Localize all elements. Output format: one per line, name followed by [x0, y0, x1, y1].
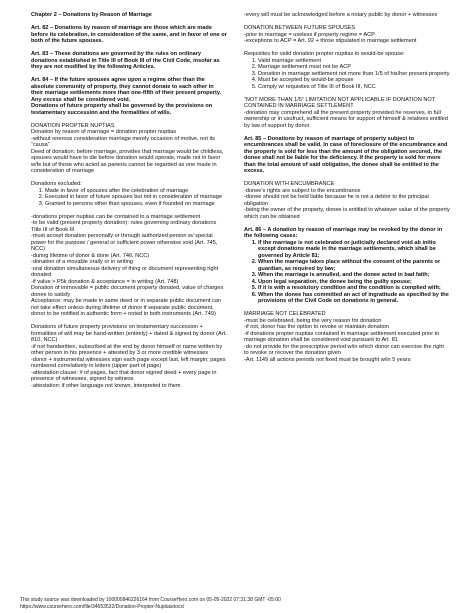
revocation-item: 4. Upon legal separation, the donee being the guilty spouse;: [258, 279, 450, 286]
rule-line: -if value > P5k donation & acceptance = in writing (Art. 748): [31, 278, 179, 285]
left-column: [31, 12, 227, 396]
dpn-line: Donation by reason of marriage = donation propter nuptias: [31, 129, 177, 135]
encumbrance-notes: [244, 188, 450, 221]
section-heading-dpn: DONATION PROPTER NUPTIAS: [31, 122, 115, 129]
rule-line: -donations proper nuptias can be contained in a marriage settlement: [31, 213, 201, 220]
download-notice: This study source was downloaded by 100000846226164 from CourseHero.com on 05-05-2022 07:31:38 GMT -05:00: [20, 597, 281, 603]
notary-line: -every will must be acknowledged before a notary public by donor + witnesses: [244, 12, 438, 18]
not-celebrated-line: -Art. 1149 all actions periods not fixed must be brought w/in 5 years: [244, 356, 411, 363]
requisites-list: [244, 58, 450, 91]
article-85: Art. 85 – Donations by reason of marriage of property subject to encumbrances shall be valid. In case of foreclosure of the encumbrance and the property is sold for less than the amount of the obligation secured, the donee shall not be liable for the deficiency. If the property is sold for more than the total amount of said obligation, the donee shall be entitled to the excess.: [244, 135, 448, 174]
validity-rules: [31, 214, 227, 318]
between-line: -prior to marriage = useless if property regime = ACP: [244, 31, 375, 38]
rule-line: Donation of immovable = public document property donated, value of charges donee to satisfy: [31, 285, 224, 298]
revocation-item: 6. When the donee has committed an act of ingratitude as specified by the provisions of the Civil Code on donations in general.: [258, 292, 450, 305]
article-82: Art. 82 – Donations by reason of marriage are those which are made before its celebration, in consideration of the same, and in favor of one or both of the future spouses.: [31, 25, 227, 44]
excluded-item: 1. Made in favor of spouses after the celebration of marriage: [45, 188, 227, 195]
not-celebrated-line: -if donations propter nuptias contained in marriage settlement executed prior to marriage donation shall be considered void pursuant to Art. 81: [244, 330, 440, 343]
future-line: -donor + instrumental witnesses sign each page except last, left margin; pages numbered correlatively in letters (upper part of page): [31, 356, 226, 369]
future-line: Donations of future property provisions on testamentary succession + formalities of will may be hand-written (entirely) + dated & signed by donor (Art. 810, NCC): [31, 324, 227, 343]
excluded-item: 3. Granted to persons other than spouses, even if founded on marriage: [45, 201, 227, 208]
not-celebrated-line: -if not, donor has the option to revoke or maintain donation: [244, 324, 389, 330]
chapter-title: Chapter 2 – Donations by Reason of Marriage: [31, 12, 152, 18]
requisite-item: 4. Must be accepted by would-be spouse: [258, 77, 450, 84]
right-column: [244, 12, 450, 363]
revocation-item: 5. If it is with a resolutory condition and the condition is complied with;: [258, 285, 450, 292]
not-celebrated-notes: [244, 318, 450, 364]
not-celebrated-heading: MARRIAGE NOT CELEBRATED: [244, 311, 326, 317]
future-line: -if not handwritten, subscribed at the end by donor himself or name written by other person in his presence + attested by 3 or more credible witnesses: [31, 343, 223, 356]
excluded-list: [31, 188, 227, 208]
article-83: Art. 83 – These donations are governed by the rules on ordinary donations established in Title III of Book III of the Civil Code, insofar as they are not modified by the following Articles.: [31, 51, 220, 70]
revocation-item: 1. If the marriage is not celebrated or judicially declared void ab initio except donations made in the marriage settlements, which shall be governed by Article 81;: [258, 240, 450, 260]
source-url[interactable]: https://www.coursehero.com/file/34653532/Donation-Propter-Nuptiasdocx/: [20, 604, 185, 610]
between-line: -exceptions to ACP = Art. 92 + those stipulated in marriage settlement: [244, 38, 417, 44]
article-86: Art. 86 – A donation by reason of marriage may be revoked by the donor in the following cases:: [244, 226, 443, 239]
dpn-line: Deed of donation: before marriage, provides that marriage would be childless, spouses would have to die before donation would operate, made not in favor w/fe but of those who acted as parents cannot be regarded as one made in consideration of marriage: [31, 148, 224, 174]
limitation-heading: “NOT MORE THAN 1/5” LIMITATION NOT APPLICABLE IF DONATION NOT CONTAINED IN MARRIAGE SETTLEMENT: [244, 96, 436, 109]
not-celebrated-line: -do not provide for the prescriptive period w/in which donor can exercise the right to revoke or recover the donation given: [244, 343, 444, 356]
between-spouses-heading: DONATION BETWEEN FUTURE SPOUSES: [244, 25, 356, 31]
encumbrance-heading: DONATION WITH ENCUMBRANCE: [244, 181, 335, 187]
requisite-item: 5. Comply w/ requisites of Title III of Book III, NCC: [258, 84, 450, 91]
rule-line: -donation of a movable orally or in writing: [31, 259, 133, 265]
rule-line: -oral donation simultaneous delivery of thing or document representing right donated: [31, 265, 219, 278]
dpn-line: -without onerous consideration marriage merely occasion of motive, not its “causa”: [31, 135, 216, 148]
requisites-heading: Requisites for valid donation propter nuptias to would-be spouse:: [244, 51, 405, 57]
revocation-list: [244, 240, 450, 305]
requisite-item: 1. Valid marriage settlement: [258, 58, 450, 65]
rule-line: Acceptance: may be made in same deed or in separate public document can not take effect unless during lifetime of donor if separate public document, donor to be notified in authentic form + noted in both instruments (Art. 749): [31, 298, 221, 317]
future-line: -attestation: if other language not known, interpreted to them: [31, 382, 181, 389]
future-property-notes: [31, 324, 227, 389]
article-84-future-property: Donations of future property shall be governed by the provisions on testamentary succession and the formalities of wills.: [31, 103, 213, 116]
encumbrance-line: -donee’s rights are subject to the encumbrance: [244, 187, 361, 194]
dpn-notes: [31, 129, 227, 175]
encumbrance-line: -being the owner of the property, donee is entitled to whatever value of the property which can be obtained: [244, 207, 450, 220]
between-spouses-notes: [244, 32, 450, 45]
requisite-item: 2. Marriage settlement must not be ACP: [258, 64, 450, 71]
future-line: -attestation clause: # of pages, fact that donor signed deed + every page in presence of witnesses, signed by witness: [31, 369, 217, 382]
revocation-item: 2. When the marriage takes place without the consent of the parents or guardian, as required by law;: [258, 259, 450, 272]
rule-line: -during lifetime of donor & done (Art. 746, NCC): [31, 252, 150, 259]
excluded-heading: Donations excluded:: [31, 181, 82, 187]
rule-line: -to be valid (present property donation): rules governing ordinary donations Title III of Book III: [31, 220, 217, 233]
rule-line: -must accept donation personally or through authorized person w/ special power for the purpose / general or sufficient power otherwise void (Art. 745, NCC): [31, 233, 218, 252]
encumbrance-line: -donee should not be held liable because he is not a debtor to the principal obligation: [244, 194, 429, 207]
excluded-item: 2. Executed in favor of future spouses but not in consideration of marriage: [45, 194, 227, 201]
not-celebrated-line: -must be celebrated, being the very reason for donation: [244, 317, 382, 324]
limitation-text: -donation may comprehend all the present property provided he reserves, in full ownership or in usufruct, sufficient means for support of himself & relatives entitled by law of support by donor: [244, 109, 448, 129]
revocation-item: 3. When the marriage is annulled, and the donee acted in bad faith;: [258, 272, 450, 279]
requisite-item: 3. Donation in marriage settlement not more than 1/5 of his/her present property: [258, 71, 450, 78]
article-84: Art. 84 – If the future spouses agree upon a regime other than the absolute community of property, they cannot donate to each other in their marriage settlements more than one-fifth of their present property. Any excess shall be considered void.: [31, 77, 222, 103]
